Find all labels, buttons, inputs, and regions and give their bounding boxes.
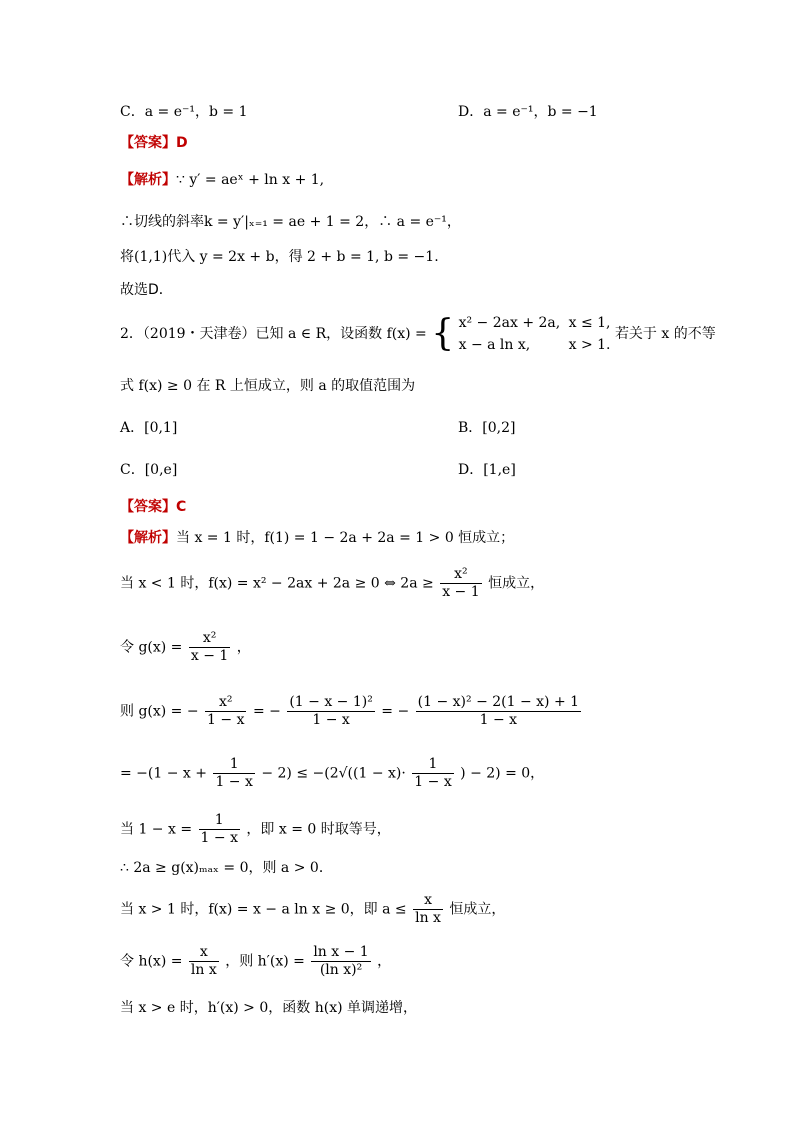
fraction	[287, 694, 375, 729]
fraction	[311, 944, 370, 979]
fraction	[213, 756, 254, 791]
case2-cond: x > 1.	[568, 337, 611, 353]
q1-analysis-line3: 将(1,1)代入 y = 2x + b，得 2 + b = 1, b = −1.	[120, 249, 439, 265]
denominator: 1 − x	[414, 774, 452, 790]
q2-stem-prefix: 2．（2019・天津卷）已知 a ∈ R，设函数 f(x) =	[120, 326, 427, 342]
q2-analysis-line5	[120, 756, 544, 791]
numerator: x	[413, 892, 443, 910]
analysis-label: 【解析】	[120, 530, 176, 546]
numerator: 1	[213, 756, 254, 774]
denominator: ln x	[415, 910, 441, 926]
q2-option-c: C．[0,e]	[120, 462, 178, 478]
q2-analysis-line4	[120, 694, 583, 729]
denominator: 1 − x	[312, 712, 350, 728]
answer-label: 【答案】	[120, 499, 176, 515]
q2-analysis-line7: ∴ 2a ≥ g(x)ₘₐₓ = 0，则 a > 0．	[120, 860, 333, 876]
fraction	[189, 630, 230, 665]
q2-analysis-line1	[120, 528, 514, 548]
denominator: x − 1	[442, 584, 480, 600]
denominator: 1 − x	[207, 712, 245, 728]
denominator: ln x	[190, 962, 217, 978]
fraction	[189, 944, 219, 979]
q1-answer	[120, 133, 188, 153]
text: ) − 2) = 0，	[460, 765, 545, 782]
text: 当 x < 1 时，f(x) = x² − 2ax + 2a ≥ 0 ⇔ 2a ≥	[120, 575, 434, 592]
case1-cond: x ≤ 1,	[568, 315, 611, 331]
denominator: 1 − x	[215, 774, 253, 790]
answer-value: D	[176, 135, 188, 151]
q2-stem-line1	[120, 312, 716, 356]
text: ，	[236, 639, 251, 656]
numerator: x	[189, 944, 219, 962]
numerator: x²	[440, 566, 481, 584]
q2-option-d: D．[1,e]	[458, 462, 516, 478]
numerator: (1 − x)² − 2(1 − x) + 1	[417, 694, 580, 710]
denominator: 1 − x	[479, 712, 518, 728]
q1-analysis-line4: 故选D．	[120, 282, 173, 298]
text: 当 x > 1 时，f(x) = x − a ln x ≥ 0，即 a ≤	[120, 901, 407, 918]
q2-analysis-line9	[120, 944, 391, 979]
answer-value: C	[176, 499, 187, 515]
q2-analysis-line6	[120, 812, 391, 847]
denominator: x − 1	[190, 648, 229, 664]
q2-stem-suffix: 若关于 x 的不等	[614, 326, 716, 342]
text: 恒成立，	[488, 575, 545, 592]
numerator: x²	[189, 630, 230, 648]
numerator: ln x − 1	[313, 944, 369, 960]
fraction	[416, 694, 581, 729]
q2-option-b: B．[0,2]	[458, 420, 516, 436]
brace-symbol: {	[431, 313, 455, 354]
text: = −	[381, 703, 410, 720]
q2-analysis-line8	[120, 892, 505, 927]
answer-label: 【答案】	[120, 135, 176, 151]
analysis-text: 当 x = 1 时，f(1) = 1 − 2a + 2a = 1 > 0 恒成立；	[176, 530, 515, 546]
text: = −(1 − x +	[120, 765, 207, 782]
q1-option-d: D．a = e⁻¹，b = −1	[458, 104, 598, 120]
denominator: (ln x)²	[319, 962, 363, 978]
numerator: x²	[205, 694, 246, 712]
text: 恒成立，	[449, 901, 506, 918]
text: = −	[252, 703, 281, 720]
text: 令 h(x) =	[120, 953, 183, 970]
q2-analysis-line3	[120, 630, 251, 665]
analysis-text: ∵ y′ = aeˣ + ln x + 1,	[176, 172, 325, 188]
text: − 2) ≤ −(2√((1 − x)·	[261, 765, 406, 782]
q1-analysis-line1	[120, 170, 324, 190]
numerator: 1	[199, 812, 240, 830]
text: ，即 x = 0 时取等号，	[246, 821, 391, 838]
numerator: (1 − x − 1)²	[289, 694, 373, 710]
q2-analysis-line10: 当 x > e 时，h′(x) > 0，函数 h(x) 单调递增，	[120, 1000, 418, 1016]
fraction	[440, 566, 481, 601]
q2-analysis-line2	[120, 566, 544, 601]
text: 当 1 − x =	[120, 821, 193, 838]
fraction	[412, 756, 453, 791]
fraction	[413, 892, 443, 927]
q1-analysis-line2: ∴切线的斜率k = y′|ₓ₌₁ = ae + 1 = 2，∴ a = e⁻¹，	[120, 214, 461, 230]
fraction	[199, 812, 240, 847]
case1-expr: x² − 2ax + 2a,	[458, 315, 561, 331]
q2-answer	[120, 497, 186, 517]
numerator: 1	[412, 756, 453, 774]
denominator: 1 − x	[200, 830, 238, 846]
fraction	[205, 694, 246, 729]
text: ，	[377, 953, 392, 970]
text: ，则 h′(x) =	[225, 953, 305, 970]
q2-option-a: A．[0,1]	[120, 420, 178, 436]
q1-option-c: C．a = e⁻¹，b = 1	[120, 104, 248, 120]
analysis-label: 【解析】	[120, 172, 176, 188]
text: 则 g(x) = −	[120, 703, 199, 720]
text: 令 g(x) =	[120, 639, 183, 656]
q2-stem-line2: 式 f(x) ≥ 0 在 R 上恒成立，则 a 的取值范围为	[120, 378, 416, 394]
piecewise-cases	[459, 312, 611, 356]
case2-expr: x − a ln x,	[458, 337, 531, 353]
